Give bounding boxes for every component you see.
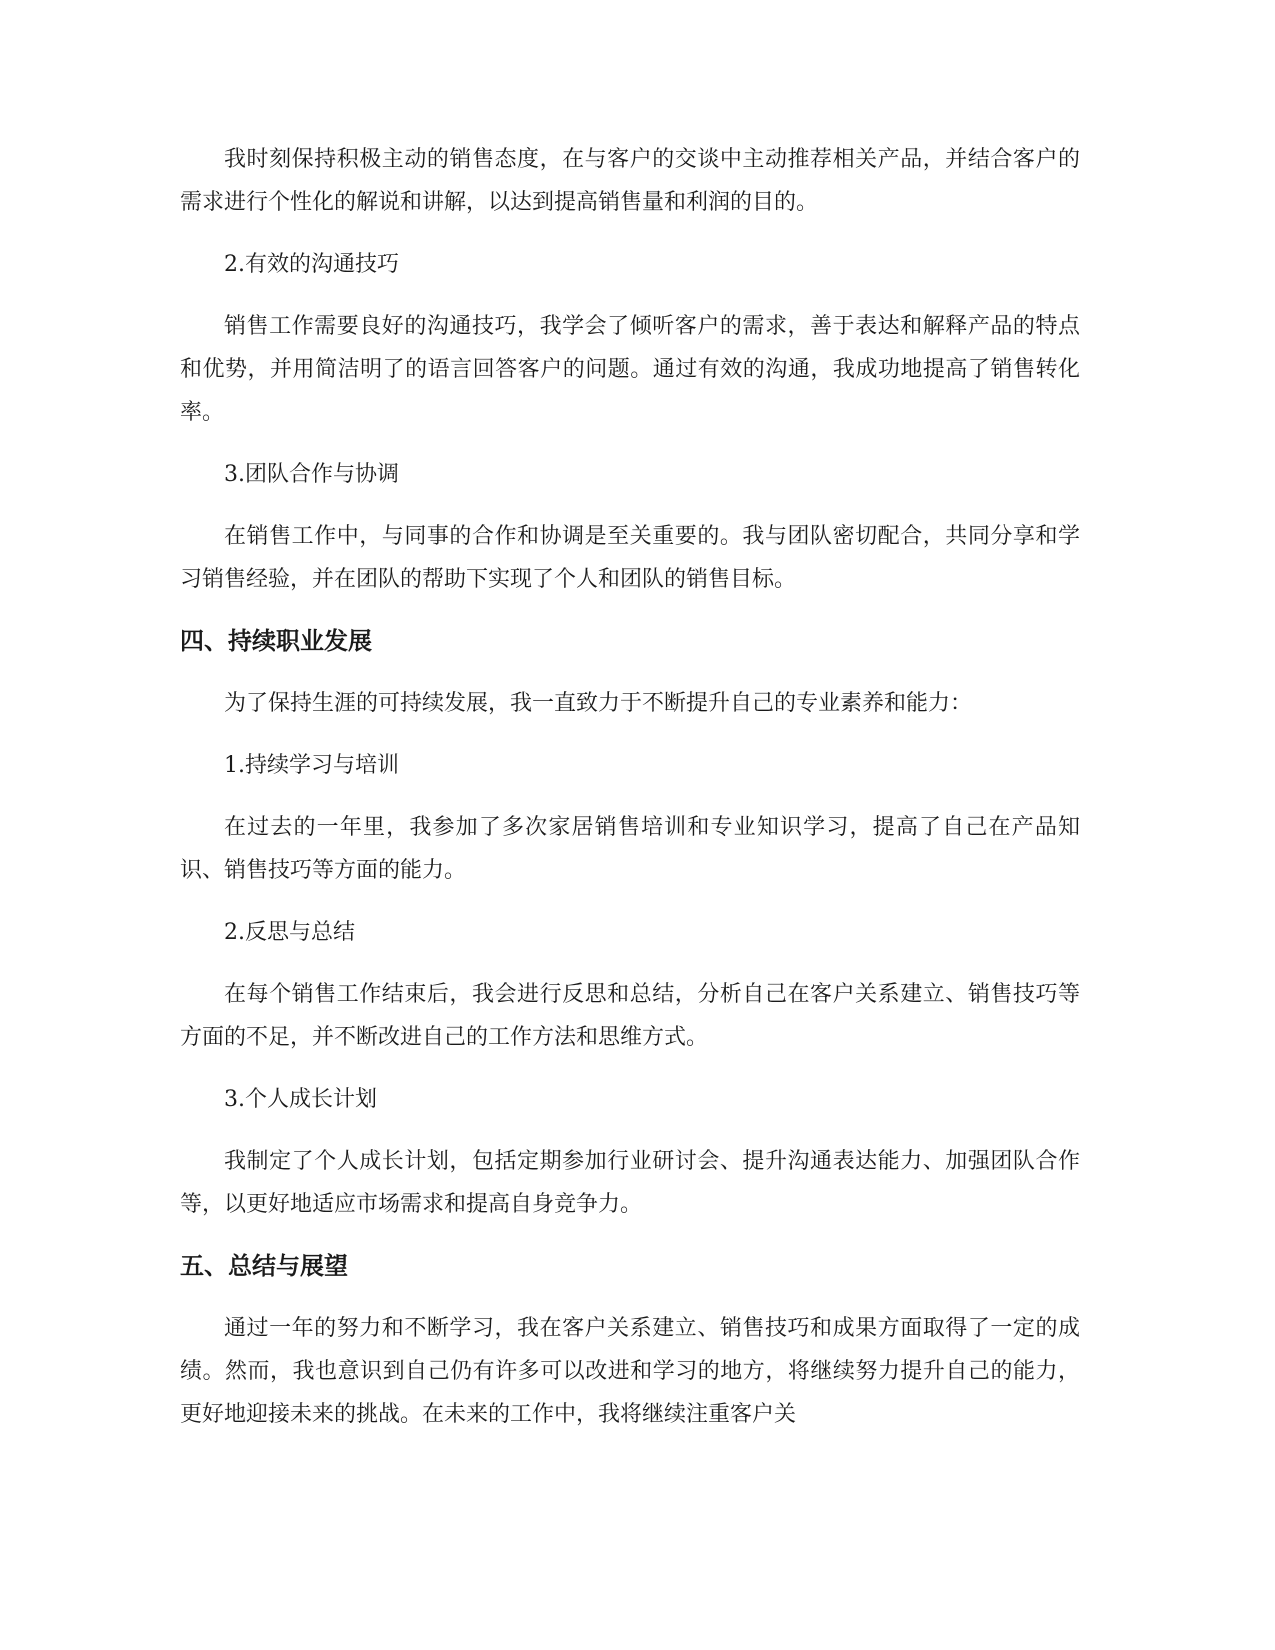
section-heading-summary-outlook: 五、总结与展望 — [180, 1252, 348, 1280]
paragraph-career-intro: 为了保持生涯的可持续发展，我一直致力于不断提升自己的专业素养和能力： — [224, 691, 973, 716]
subheading-communication-skills: 2.有效的沟通技巧 — [224, 252, 399, 277]
paragraph-summary: 通过一年的努力和不断学习，我在客户关系建立、销售技巧和成果方面取得了一定的成绩。然而，我也意识到自己仍有许多可以改进和学习的地方，将继续努力提升自己的能力，更好地迎接未来的挑战。在未来的工作中，我将继续注重客户关 — [180, 1316, 1080, 1427]
paragraph-continuous-learning: 在过去的一年里，我参加了多次家居销售培训和专业知识学习，提高了自己在产品知识、销售技巧等方面的能力。 — [180, 815, 1080, 883]
document-page — [180, 138, 1080, 1436]
subheading-continuous-learning: 1.持续学习与培训 — [224, 753, 399, 778]
subheading-reflection: 2.反思与总结 — [224, 920, 355, 945]
paragraph-communication-skills: 销售工作需要良好的沟通技巧，我学会了倾听客户的需求，善于表达和解释产品的特点和优势，并用简洁明了的语言回答客户的问题。通过有效的沟通，我成功地提高了销售转化率。 — [180, 314, 1080, 425]
section-heading-career-development: 四、持续职业发展 — [180, 627, 372, 655]
paragraph-growth-plan: 我制定了个人成长计划，包括定期参加行业研讨会、提升沟通表达能力、加强团队合作等，以更好地适应市场需求和提高自身竞争力。 — [180, 1149, 1080, 1217]
subheading-growth-plan: 3.个人成长计划 — [224, 1087, 377, 1112]
paragraph-teamwork: 在销售工作中，与同事的合作和协调是至关重要的。我与团队密切配合，共同分享和学习销售经验，并在团队的帮助下实现了个人和团队的销售目标。 — [180, 524, 1080, 592]
subheading-teamwork: 3.团队合作与协调 — [224, 462, 399, 487]
paragraph-reflection: 在每个销售工作结束后，我会进行反思和总结，分析自己在客户关系建立、销售技巧等方面的不足，并不断改进自己的工作方法和思维方式。 — [180, 982, 1080, 1050]
paragraph-sales-attitude: 我时刻保持积极主动的销售态度，在与客户的交谈中主动推荐相关产品，并结合客户的需求进行个性化的解说和讲解，以达到提高销售量和利润的目的。 — [180, 147, 1080, 215]
